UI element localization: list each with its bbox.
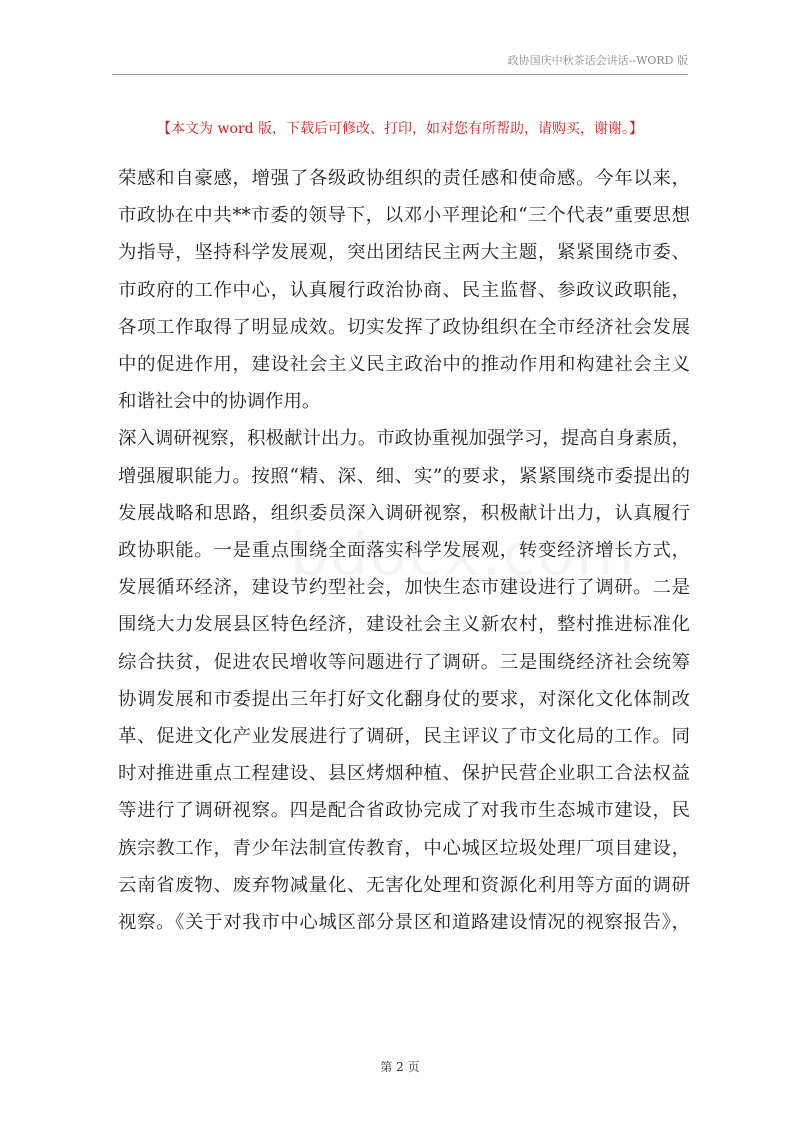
body-line: 和谐社会中的协调作用。 <box>118 391 321 413</box>
body-line: 中的促进作用，建设社会主义民主政治中的推动作用和构建社会主义 <box>118 354 690 376</box>
body-line: 族宗教工作，青少年法制宣传教育，中心城区垃圾处理厂项目建设， <box>118 837 690 859</box>
body-line: 荣感和自豪感，增强了各级政协组织的责任感和使命感。今年以来， <box>118 168 690 189</box>
body-line: 围绕大力发展县区特色经济，建设社会主义新农村，整村推进标准化 <box>118 614 690 636</box>
body-line: 为指导，坚持科学发展观，突出团结民主两大主题，紧紧围绕市委、 <box>118 242 690 264</box>
body-line: 各项工作取得了明显成效。切实发挥了政协组织在全市经济社会发展 <box>118 316 690 338</box>
page-header <box>112 54 688 75</box>
body-line: 深入调研视察，积极献计出力。市政协重视加强学习，提高自身素质， <box>118 428 690 450</box>
page-footer <box>0 1058 800 1075</box>
body-line: 发展循环经济，建设节约型社会，加快生态市建设进行了调研。二是 <box>118 577 690 599</box>
body-line: 云南省废物、废弃物减量化、无害化处理和资源化利用等方面的调研 <box>118 874 690 896</box>
body-line: 发展战略和思路，组织委员深入调研视察，积极献计出力，认真履行 <box>118 502 690 524</box>
header-title: 政协国庆中秋茶话会讲话--WORD 版 <box>507 54 688 67</box>
document-body <box>118 160 690 941</box>
page-number: 第 2 页 <box>380 1060 420 1074</box>
download-notice: 【本文为 word 版，下载后可修改、打印，如对您有所帮助，请购买，谢谢。】 <box>157 121 643 137</box>
body-line: 等进行了调研视察。四是配合省政协完成了对我市生态城市建设，民 <box>118 800 690 822</box>
body-line: 市政协在中共**市委的领导下，以邓小平理论和“三个代表”重要思想 <box>118 205 690 227</box>
body-line: 综合扶贫，促进农民增收等问题进行了调研。三是围绕经济社会统筹 <box>118 651 690 673</box>
body-line: 政协职能。一是重点围绕全面落实科学发展观，转变经济增长方式， <box>118 540 690 562</box>
body-line: 视察。《关于对我市中心城区部分景区和道路建设情况的视察报告》， <box>118 912 690 934</box>
body-line: 协调发展和市委提出三年打好文化翻身仗的要求，对深化文化体制改 <box>118 688 690 710</box>
body-line: 革、促进文化产业发展进行了调研，民主评议了市文化局的工作。同 <box>118 726 690 748</box>
body-line: 市政府的工作中心，认真履行政治协商、民主监督、参政议政职能， <box>118 279 690 301</box>
body-line: 增强履职能力。按照“精、深、细、实”的要求，紧紧围绕市委提出的 <box>118 465 690 487</box>
body-line: 时对推进重点工程建设、县区烤烟种植、保护民营企业职工合法权益 <box>118 763 690 785</box>
